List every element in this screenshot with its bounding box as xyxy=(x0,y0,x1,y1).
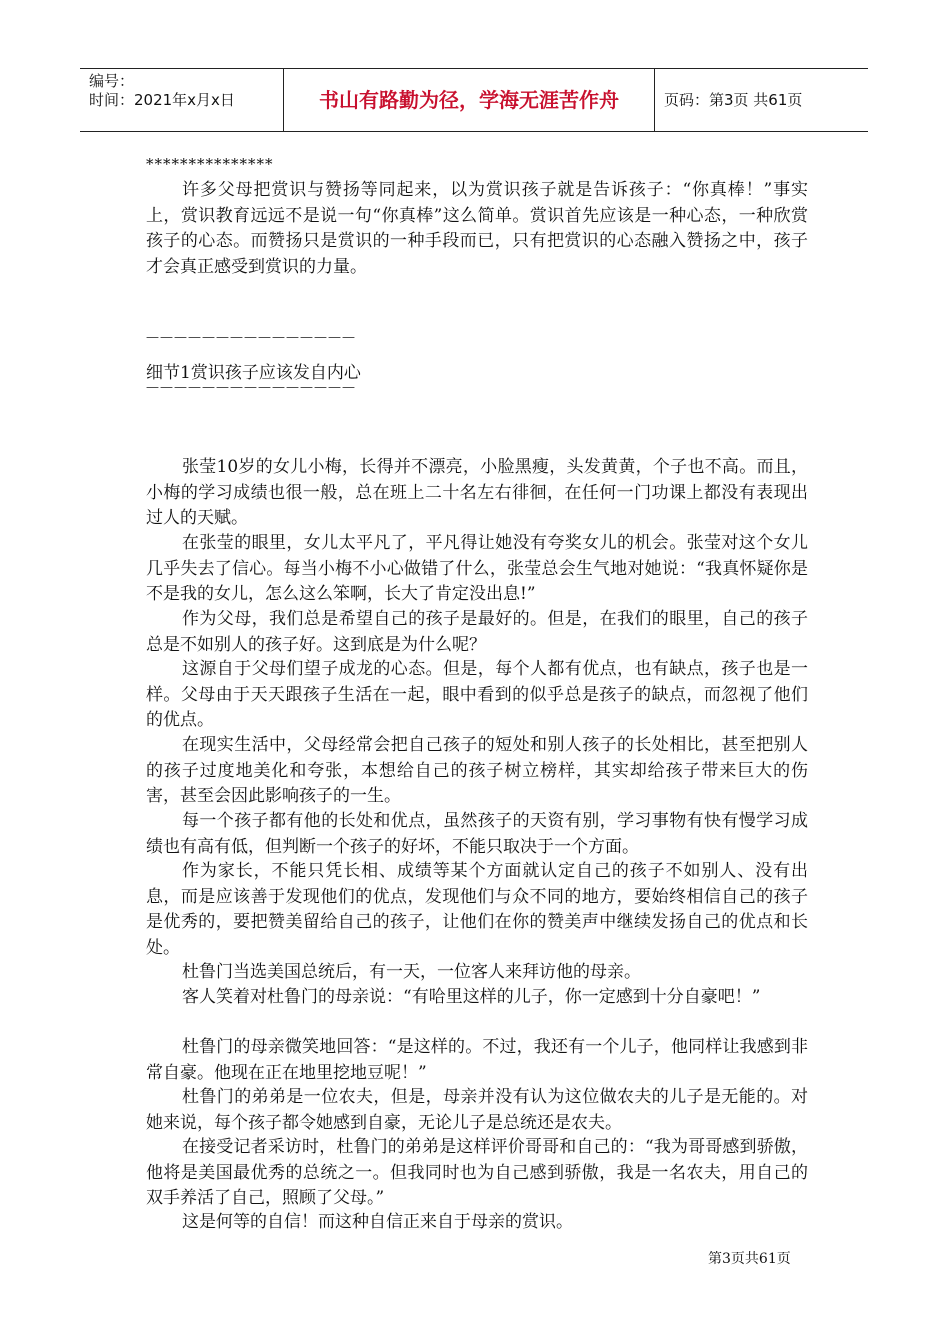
header-number-label: 编号： xyxy=(89,72,135,90)
body-paragraph: 作为家长，不能只凭长相、成绩等某个方面就认定自己的孩子不如别人、没有出息，而是应该善于发现他们的优点，发现他们与众不同的地方，要始终相信自己的孩子是优秀的，要把赞美留给自己的孩子，让他们在你的赞美声中继续发扬自己的优点和长处。 xyxy=(146,861,808,958)
body-paragraph: 这是何等的自信！而这种自信正来自于母亲的赏识。 xyxy=(182,1212,573,1232)
header-page-label: 页码：第3页 共61页 xyxy=(664,91,803,109)
header-meta xyxy=(80,69,283,131)
body-paragraph: 在张莹的眼里，女儿太平凡了，平凡得让她没有夸奖女儿的机会。张莹对这个女儿几乎失去了信心。每当小梅不小心做错了什么，张莹总会生气地对她说：“我真怀疑你是不是我的女儿，怎么这么笨啊，长大了肯定没出息!” xyxy=(146,533,808,604)
body-paragraph: 每一个孩子都有他的长处和优点，虽然孩子的天资有别，学习事物有快有慢学习成绩也有高有低，但判断一个孩子的好坏，不能只取决于一个方面。 xyxy=(146,811,808,857)
body-paragraph: 在现实生活中，父母经常会把自己孩子的短处和别人孩子的长处相比，甚至把别人的孩子过度地美化和夸张，本想给自己的孩子树立榜样，其实却给孩子带来巨大的伤害，甚至会因此影响孩子的一生。 xyxy=(146,735,808,806)
intro-paragraph: 许多父母把赏识与赞扬等同起来，以为赏识孩子就是告诉孩子：“你真棒！”事实上，赏识教育远远不是说一句“你真棒”这么简单。赏识首先应该是一种心态，一种欣赏孩子的心态。而赞扬只是赏识的一种手段而已，只有把赏识的心态融入赞扬之中，孩子才会真正感受到赏识的力量。 xyxy=(146,180,808,277)
body-paragraph: 杜鲁门当选美国总统后，有一天，一位客人来拜访他的母亲。 xyxy=(182,962,641,982)
body-paragraph: 作为父母，我们总是希望自己的孩子是最好的。但是，在我们的眼里，自己的孩子总是不如别人的孩子好。这到底是为什么呢？ xyxy=(146,609,808,655)
page-header xyxy=(80,68,868,132)
star-divider: *************** xyxy=(146,155,274,173)
rule-bottom: ——————————————— xyxy=(146,380,356,395)
body-paragraph: 客人笑着对杜鲁门的母亲说：“有哈里这样的儿子，你一定感到十分自豪吧！” xyxy=(182,987,761,1007)
body-paragraph: 在接受记者采访时，杜鲁门的弟弟是这样评价哥哥和自己的：“我为哥哥感到骄傲，他将是美国最优秀的总统之一。但我同时也为自己感到骄傲，我是一名农夫，用自己的双手养活了自己，照顾了父母。” xyxy=(146,1137,808,1208)
body-paragraph: 张莹10岁的女儿小梅，长得并不漂亮，小脸黑瘦，头发黄黄，个子也不高。而且，小梅的学习成绩也很一般，总在班上二十名左右徘徊，在任何一门功课上都没有表现出过人的天赋。 xyxy=(146,457,808,528)
rule-top: ——————————————— xyxy=(146,330,356,345)
page-footer: 第3页共61页 xyxy=(708,1251,791,1267)
body-paragraph: 这源自于父母们望子成龙的心态。但是，每个人都有优点，也有缺点，孩子也是一样。父母由于天天跟孩子生活在一起，眼中看到的似乎总是孩子的缺点，而忽视了他们的优点。 xyxy=(146,659,808,730)
header-time-label: 时间：2021年x月x日 xyxy=(89,91,235,109)
header-motto: 书山有路勤为径，学海无涯苦作舟 xyxy=(283,69,655,131)
section-title: 细节1赏识孩子应该发自内心 xyxy=(146,363,361,383)
body-paragraph: 杜鲁门的母亲微笑地回答：“是这样的。不过，我还有一个儿子，他同样让我感到非常自豪。他现在正在地里挖地豆呢！” xyxy=(146,1037,808,1083)
body-paragraph: 杜鲁门的弟弟是一位农夫，但是，母亲并没有认为这位做农夫的儿子是无能的。对她来说，每个孩子都令她感到自豪，无论儿子是总统还是农夫。 xyxy=(146,1087,808,1133)
